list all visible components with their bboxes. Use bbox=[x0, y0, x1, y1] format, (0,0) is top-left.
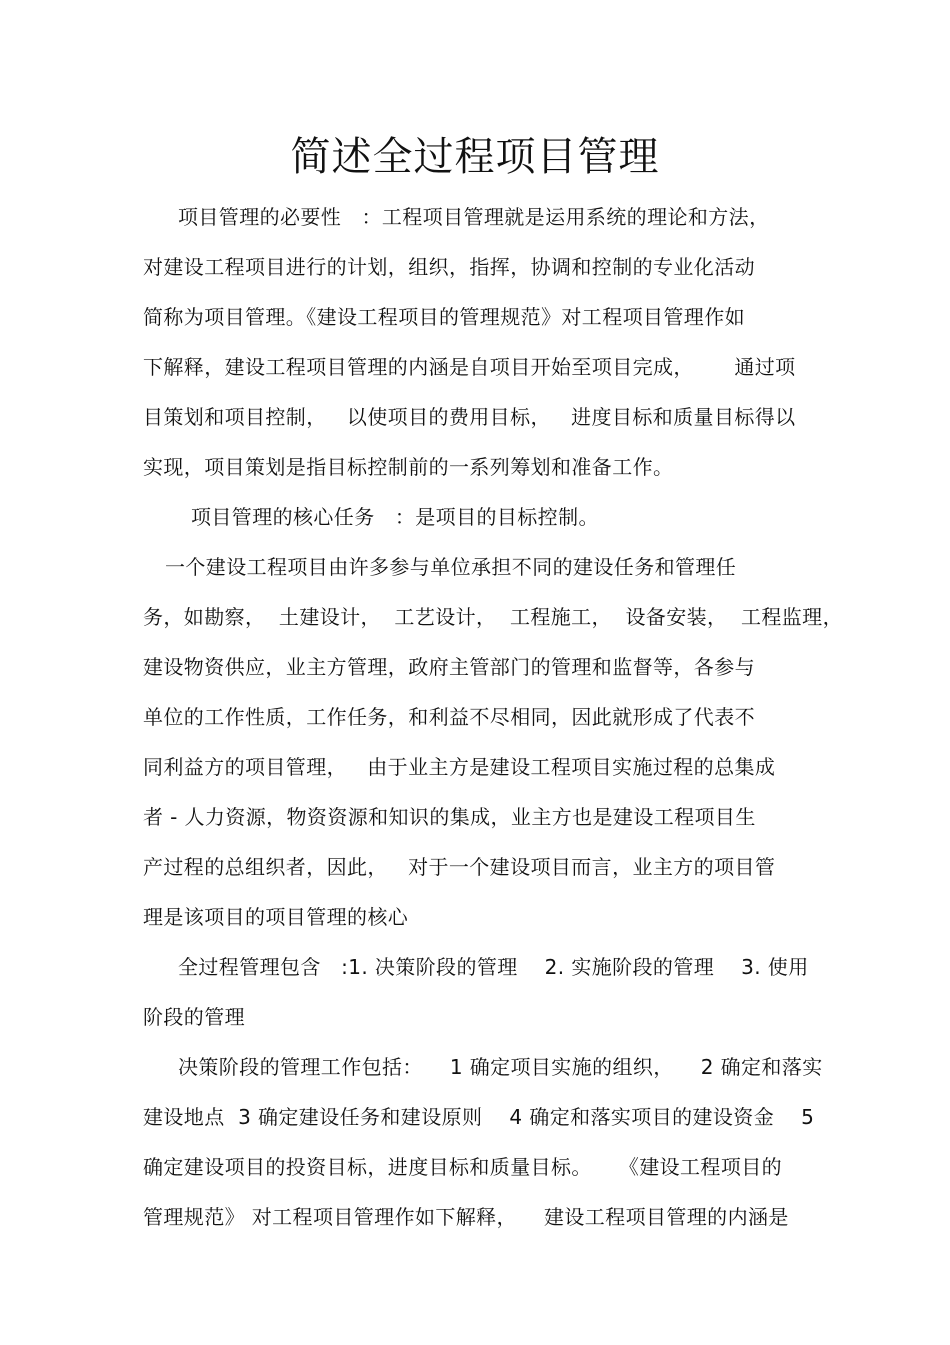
document-title: 简述全过程项目管理 bbox=[290, 134, 660, 180]
paragraph-line: 决策阶段的管理工作包括： 1 确定项目实施的组织， 2 确定和落实 bbox=[178, 1055, 823, 1079]
paragraph-line: 实现，项目策划是指目标控制前的一系列筹划和准备工作。 bbox=[143, 455, 674, 479]
paragraph-line: 产过程的总组织者，因此， 对于一个建设项目而言，业主方的项目管 bbox=[143, 855, 776, 879]
paragraph-line: 者 - 人力资源，物资资源和知识的集成，业主方也是建设工程项目生 bbox=[143, 805, 756, 829]
paragraph-line: 目策划和项目控制， 以使项目的费用目标， 进度目标和质量目标得以 bbox=[143, 405, 796, 429]
paragraph-line: 同利益方的项目管理， 由于业主方是建设工程项目实施过程的总集成 bbox=[143, 755, 776, 779]
paragraph-line: 务，如勘察， 土建设计， 工艺设计， 工程施工， 设备安装， 工程监理， bbox=[143, 605, 843, 629]
paragraph-line: 管理规范》 对工程项目管理作如下解释， 建设工程项目管理的内涵是 bbox=[143, 1205, 789, 1229]
paragraph-line: 项目管理的必要性 ：工程项目管理就是运用系统的理论和方法， bbox=[178, 205, 770, 229]
paragraph-line: 对建设工程项目进行的计划，组织，指挥，协调和控制的专业化活动 bbox=[143, 255, 755, 279]
paragraph-line: 确定建设项目的投资目标，进度目标和质量目标。 《建设工程项目的 bbox=[143, 1155, 783, 1179]
paragraph-line: 阶段的管理 bbox=[143, 1005, 245, 1029]
paragraph-line: 项目管理的核心任务 ：是项目的目标控制。 bbox=[191, 505, 599, 529]
paragraph-line: 建设物资供应，业主方管理，政府主管部门的管理和监督等，各参与 bbox=[143, 655, 755, 679]
paragraph-line: 简称为项目管理。《建设工程项目的管理规范》对工程项目管理作如 bbox=[143, 305, 745, 329]
paragraph-line: 下解释，建设工程项目管理的内涵是自项目开始至项目完成， 通过项 bbox=[143, 355, 796, 379]
paragraph-line: 全过程管理包含 :1. 决策阶段的管理 2. 实施阶段的管理 3. 使用 bbox=[178, 955, 809, 979]
paragraph-line: 建设地点 3 确定建设任务和建设原则 4 确定和落实项目的建设资金 5 bbox=[143, 1105, 815, 1129]
paragraph-line: 单位的工作性质，工作任务，和利益不尽相同，因此就形成了代表不 bbox=[143, 705, 755, 729]
paragraph-line: 一个建设工程项目由许多参与单位承担不同的建设任务和管理任 bbox=[165, 555, 737, 579]
paragraph-line: 理是该项目的项目管理的核心 bbox=[143, 905, 409, 929]
